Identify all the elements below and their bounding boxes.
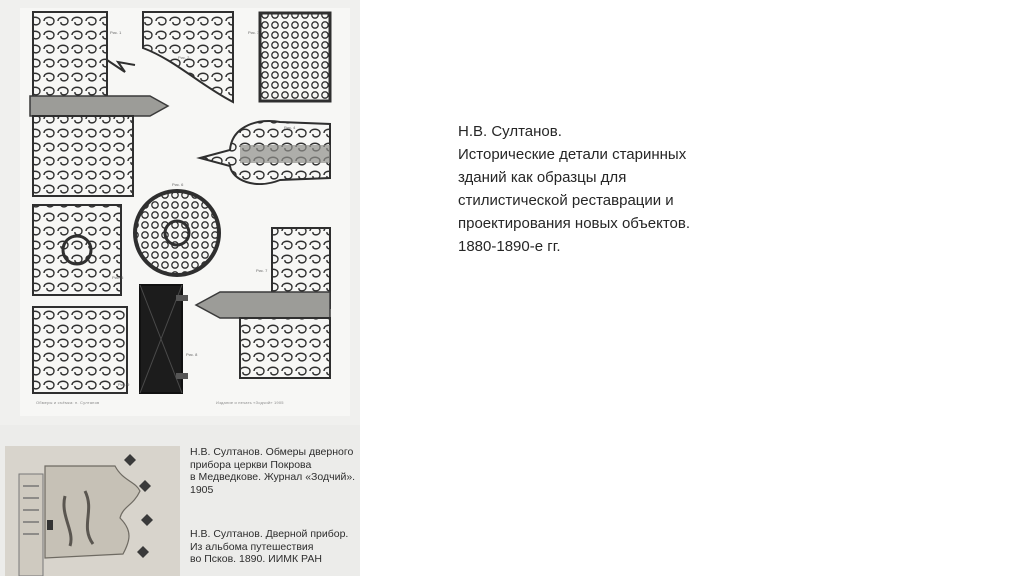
caption-line: зданий как образцы для: [458, 169, 627, 186]
caption-line: Н.В. Султанов. Дверной прибор.: [190, 528, 349, 540]
main-caption: [458, 120, 788, 258]
figure-label: Рис. 8: [186, 352, 198, 357]
door-hardware-photo: [5, 446, 180, 576]
caption-line: Исторические детали старинных: [458, 146, 687, 163]
figure-5-square-rosette: [33, 205, 124, 295]
caption-dates: 1880-1890-е гг.: [458, 238, 561, 255]
long-hinge-strap: [30, 96, 168, 196]
figure-label: Рис. 2: [178, 55, 190, 60]
clipping-caption-2: [190, 528, 358, 566]
figure-4-round-hinge: [200, 121, 330, 184]
figure-3-lattice-grille: [260, 13, 330, 101]
caption-line: в Медведкове. Журнал «Зодчий».: [190, 471, 356, 483]
figure-label: Рис. 3: [248, 30, 260, 35]
caption-line: 1905: [190, 483, 214, 496]
figure-square-panel-bottom: [33, 307, 130, 393]
ironwork-plate: [0, 0, 360, 425]
caption-author: Н.В. Султанов.: [458, 123, 562, 140]
figure-label: Рис. 9: [118, 382, 130, 387]
figure-6-circular-grille: [135, 191, 219, 275]
caption-line: проектирования новых объектов.: [458, 215, 691, 232]
plate-footer-right: Издание и печать «Зодчий» 1905: [216, 400, 284, 405]
figure-8-door-plate: [140, 285, 188, 393]
figure-label: Рис. 7: [256, 268, 268, 273]
ironwork-drawings: [0, 0, 360, 425]
clipping-caption-1: [190, 446, 358, 496]
figure-label: Рис. 1: [110, 30, 122, 35]
figure-9-scroll-hinge: [196, 292, 330, 378]
caption-line: Из альбома путешествия: [190, 540, 314, 553]
caption-line: прибора церкви Покрова: [190, 458, 312, 471]
plate-footer-left: Обмеры и съёмка: н. Султанов: [36, 400, 100, 405]
caption-line: стилистической реставрации и: [458, 192, 674, 209]
caption-line: Н.В. Султанов. Обмеры дверного: [190, 446, 354, 458]
figure-label: Рис. 4: [284, 125, 296, 130]
figure-label: Рис. 6: [172, 182, 184, 187]
figure-1-scroll-panel: [33, 12, 135, 102]
figure-label: Рис. 5: [112, 275, 124, 280]
caption-line: во Псков. 1890. ИИМК РАН: [190, 553, 322, 565]
